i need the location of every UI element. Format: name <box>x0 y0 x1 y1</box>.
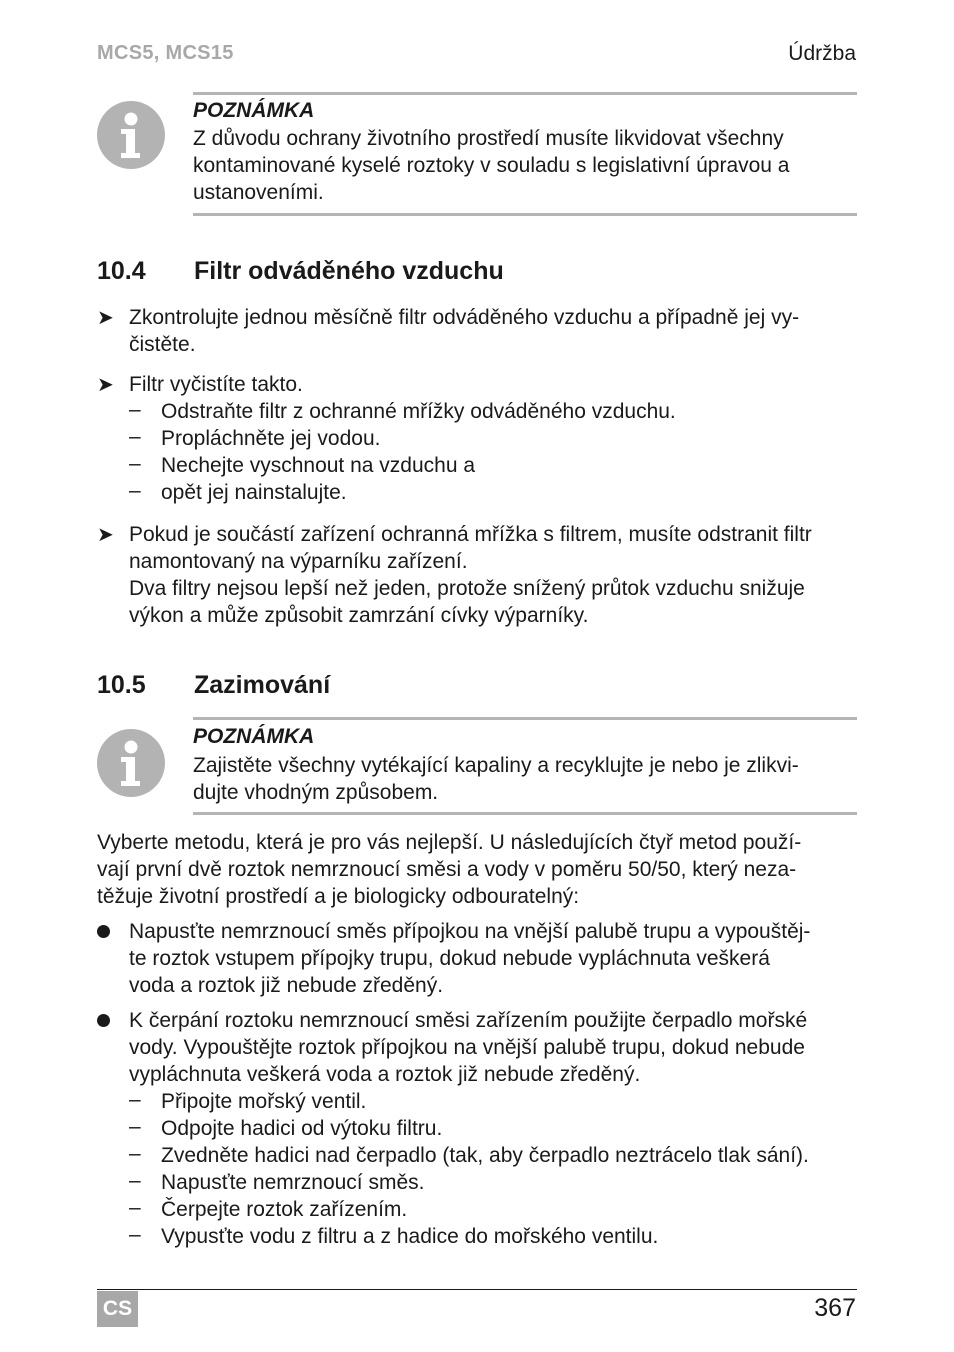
section-heading-10-5 <box>97 671 330 700</box>
sub-item: Zvedněte hadici nad čerpadlo (tak, aby čerpadlo neztrácelo tlak sání). <box>161 1144 809 1167</box>
section-number: 10.4 <box>97 257 146 285</box>
note-bottom-rule <box>193 812 857 815</box>
dash-marker: – <box>129 425 141 448</box>
bullet-dot-icon <box>97 1014 110 1027</box>
dash-marker: – <box>129 1223 141 1246</box>
info-icon <box>97 729 165 797</box>
text-line: těžuje životní prostředí a je biologicky odbouratelný: <box>97 885 580 908</box>
note-top-rule <box>193 717 857 720</box>
sub-item: Propláchněte jej vodou. <box>161 427 381 450</box>
note-text <box>193 125 790 206</box>
sub-item: Připojte mořský ventil. <box>161 1090 367 1113</box>
instruction-item: Filtr vyčistíte takto. <box>129 373 303 396</box>
intro-paragraph <box>97 829 801 910</box>
text-line: te roztok vstupem přípojky trupu, dokud nebude vypláchnuta veškerá <box>129 947 770 970</box>
dash-marker: – <box>129 1196 141 1219</box>
text-line: výkon a může způsobit zamrzání cívky výparníky. <box>129 604 589 627</box>
dash-marker: – <box>129 1142 141 1165</box>
arrow-bullet-icon: ➤ <box>97 307 114 329</box>
header-model: MCS5, MCS15 <box>97 42 234 64</box>
text-line: Vyberte metodu, která je pro vás nejlepší. U následujících čtyř metod použí- <box>97 831 802 854</box>
text-line: Pokud je součástí zařízení ochranná mřížka s filtrem, musíte odstranit filtr <box>129 523 812 546</box>
section-number: 10.5 <box>97 671 146 699</box>
text-line: vody. Vypouštějte roztok přípojkou na vnější palubě trupu, dokud nebude <box>129 1036 805 1059</box>
header-chapter: Údržba <box>788 42 856 65</box>
text-line: Zkontrolujte jednou měsíčně filtr odváděného vzduchu a případně jej vy- <box>129 306 800 329</box>
dash-marker: – <box>129 479 141 502</box>
dash-marker: – <box>129 398 141 421</box>
sub-item: Čerpejte roztok zařízením. <box>161 1198 408 1221</box>
sub-item: Napusťte nemrznoucí směs. <box>161 1171 425 1194</box>
arrow-bullet-icon: ➤ <box>97 524 114 546</box>
section-title: Zazimování <box>194 671 331 699</box>
note-bottom-rule <box>193 213 857 216</box>
bullet-item <box>129 1007 807 1088</box>
page-number: 367 <box>814 1294 856 1322</box>
note-top-rule <box>193 92 857 95</box>
instruction-item <box>129 304 799 358</box>
sub-item: Odpojte hadici od výtoku filtru. <box>161 1117 443 1140</box>
note-label: POZNÁMKA <box>193 725 315 748</box>
section-title: Filtr odváděného vzduchu <box>194 257 504 285</box>
text-line: Z důvodu ochrany životního prostředí musíte likvidovat všechny <box>193 127 784 150</box>
language-badge: CS <box>97 1291 138 1327</box>
dash-marker: – <box>129 452 141 475</box>
dash-marker: – <box>129 1088 141 1111</box>
text-line: ustanoveními. <box>193 181 324 204</box>
text-line: vypláchnuta veškerá voda a roztok již nebude zředěný. <box>129 1063 641 1086</box>
footer-rule <box>97 1289 857 1290</box>
section-heading-10-4 <box>97 257 504 286</box>
arrow-bullet-icon: ➤ <box>97 374 114 396</box>
sub-item: opět jej nainstalujte. <box>161 481 347 504</box>
text-line: dujte vhodným způsobem. <box>193 781 439 804</box>
bullet-item <box>129 918 810 999</box>
info-icon <box>97 101 165 169</box>
text-line: čistěte. <box>129 333 196 356</box>
text-line: vají první dvě roztok nemrznoucí směsi a vody v poměru 50/50, který neza- <box>97 858 797 881</box>
sub-item: Nechejte vyschnout na vzduchu a <box>161 454 476 477</box>
text-line: Napusťte nemrznoucí směs přípojkou na vnější palubě trupu a vypouštěj- <box>129 920 811 943</box>
dash-marker: – <box>129 1169 141 1192</box>
sub-item: Vypusťte vodu z filtru a z hadice do mořského ventilu. <box>161 1225 659 1248</box>
text-line: kontaminované kyselé roztoky v souladu s legislativní úpravou a <box>193 154 790 177</box>
text-line: K čerpání roztoku nemrznoucí směsi zařízením použijte čerpadlo mořské <box>129 1009 808 1032</box>
sub-item: Odstraňte filtr z ochranné mřížky odváděného vzduchu. <box>161 400 676 423</box>
note-label: POZNÁMKA <box>193 99 315 122</box>
text-line: Dva filtry nejsou lepší než jeden, protože snížený průtok vzduchu snižuje <box>129 577 805 600</box>
dash-marker: – <box>129 1115 141 1138</box>
note-text <box>193 752 799 806</box>
text-line: Zajistěte všechny vytékající kapaliny a recyklujte je nebo je zlikvi- <box>193 754 799 777</box>
bullet-dot-icon <box>97 925 110 938</box>
text-line: namontovaný na výparníku zařízení. <box>129 550 468 573</box>
instruction-item <box>129 521 812 629</box>
text-line: voda a roztok již nebude zředěný. <box>129 974 444 997</box>
